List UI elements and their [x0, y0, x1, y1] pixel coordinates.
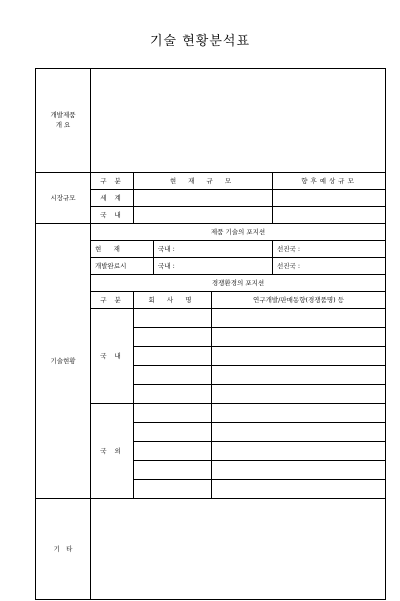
market-domestic-future-cell[interactable] — [273, 207, 386, 224]
competition-header-category: 구 분 — [91, 292, 134, 309]
other-content-cell[interactable] — [91, 499, 386, 600]
tech-current-domestic-cell[interactable]: 국내 : — [154, 241, 273, 258]
competitor-company-cell[interactable] — [134, 366, 212, 385]
competitor-development-cell[interactable] — [212, 347, 386, 366]
tech-competition-header: 경쟁환경의 포지션 — [91, 275, 386, 292]
competitor-company-cell[interactable] — [134, 423, 212, 442]
competition-group-foreign: 국 외 — [91, 404, 134, 499]
competition-group-domestic: 국 내 — [91, 309, 134, 404]
competitor-company-cell[interactable] — [134, 442, 212, 461]
competitor-development-cell[interactable] — [212, 385, 386, 404]
tech-status-form — [35, 68, 386, 600]
competitor-company-cell[interactable] — [134, 480, 212, 499]
tech-position-header: 제품 기술의 포지션 — [91, 224, 386, 241]
competitor-development-cell[interactable] — [212, 404, 386, 423]
market-header-current: 현 재 규 모 — [134, 173, 273, 190]
competitor-development-cell[interactable] — [212, 461, 386, 480]
competitor-company-cell[interactable] — [134, 404, 212, 423]
competitor-development-cell[interactable] — [212, 309, 386, 328]
market-domestic-current-cell[interactable] — [134, 207, 273, 224]
market-world-future-cell[interactable] — [273, 190, 386, 207]
tech-completion-advanced-cell[interactable]: 선진국 : — [273, 258, 386, 275]
competitor-development-cell[interactable] — [212, 423, 386, 442]
competitor-development-cell[interactable] — [212, 366, 386, 385]
competitor-company-cell[interactable] — [134, 461, 212, 480]
competitor-development-cell[interactable] — [212, 328, 386, 347]
tech-completion-domestic-cell[interactable]: 국내 : — [154, 258, 273, 275]
competitor-company-cell[interactable] — [134, 309, 212, 328]
market-header-future: 향후예상규모 — [273, 173, 386, 190]
competitor-company-cell[interactable] — [134, 328, 212, 347]
overview-label: 개발제품 개 요 — [36, 69, 91, 173]
page-title: 기술 현황분석표 — [149, 34, 251, 49]
tech-current-advanced-cell[interactable]: 선진국 : — [273, 241, 386, 258]
competitor-development-cell[interactable] — [212, 442, 386, 461]
competition-header-company: 회 사 명 — [134, 292, 212, 309]
tech-row-current: 현 재 — [91, 241, 154, 258]
market-row-world: 세 계 — [91, 190, 134, 207]
tech-row-completion: 개발완료시 — [91, 258, 154, 275]
market-row-domestic: 국 내 — [91, 207, 134, 224]
other-label: 기 타 — [36, 499, 91, 600]
market-label: 시장규모 — [36, 173, 91, 224]
competitor-company-cell[interactable] — [134, 347, 212, 366]
competitor-company-cell[interactable] — [134, 385, 212, 404]
competition-header-development: 연구개발/판매동향(경쟁품명) 등 — [212, 292, 386, 309]
market-world-current-cell[interactable] — [134, 190, 273, 207]
overview-content-cell[interactable] — [91, 69, 386, 173]
tech-label: 기술현황 — [36, 224, 91, 499]
competitor-development-cell[interactable] — [212, 480, 386, 499]
market-header-category: 구 분 — [91, 173, 134, 190]
